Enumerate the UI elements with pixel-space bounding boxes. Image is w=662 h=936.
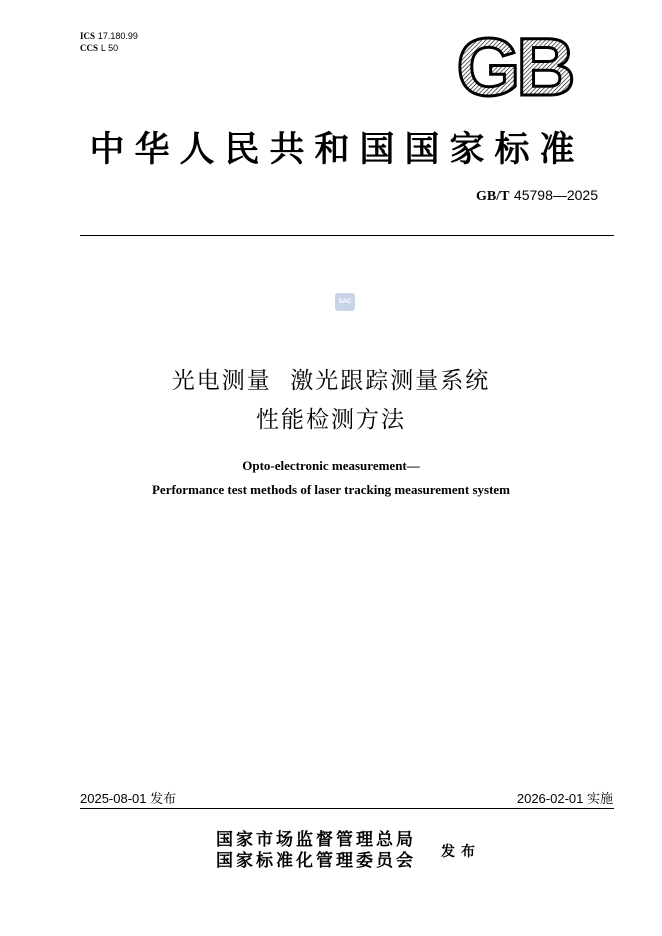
issuer-sac: 国家标准化管理委员会 xyxy=(216,851,416,871)
header-divider xyxy=(80,235,614,236)
standard-prefix: GB/T xyxy=(476,189,510,204)
ccs-value: L 50 xyxy=(100,43,119,53)
ics-code xyxy=(80,31,138,43)
implementation-date-label: 实施 xyxy=(586,792,613,807)
ccs-code xyxy=(80,43,138,55)
ics-label: ICS xyxy=(80,31,96,41)
chinese-title-line-1: 光电测量 激光跟踪测量系统 xyxy=(171,368,491,394)
standard-digits: 45798—2025 xyxy=(513,187,598,203)
implementation-date-value: 2026-02-01 xyxy=(516,791,584,806)
issuer-samr: 国家市场监督管理总局 xyxy=(216,830,416,850)
ccs-label: CCS xyxy=(80,43,99,53)
standard-number xyxy=(476,187,598,205)
issue-date xyxy=(80,788,176,807)
english-title-line-2: Performance test methods of laser tracking measurement system xyxy=(151,482,510,497)
issue-date-value: 2025-08-01 xyxy=(80,791,147,806)
implementation-date xyxy=(517,788,613,807)
chinese-title-line-2: 性能检测方法 xyxy=(256,407,406,433)
national-standard-title: 中华人民共和国国家标准 xyxy=(89,129,585,170)
issuing-authorities xyxy=(216,830,416,872)
issued-label: 发布 xyxy=(441,844,481,860)
sac-watermark-icon: SAC xyxy=(335,293,355,311)
footer-divider xyxy=(80,808,614,809)
ics-value: 17.180.99 xyxy=(97,31,138,41)
svg-text:GB: GB xyxy=(456,31,572,101)
issue-date-label: 发布 xyxy=(150,792,177,807)
gb-logo-icon xyxy=(448,31,580,101)
english-title-line-1: Opto-electronic measurement— xyxy=(242,458,420,473)
classification-codes xyxy=(80,31,138,55)
